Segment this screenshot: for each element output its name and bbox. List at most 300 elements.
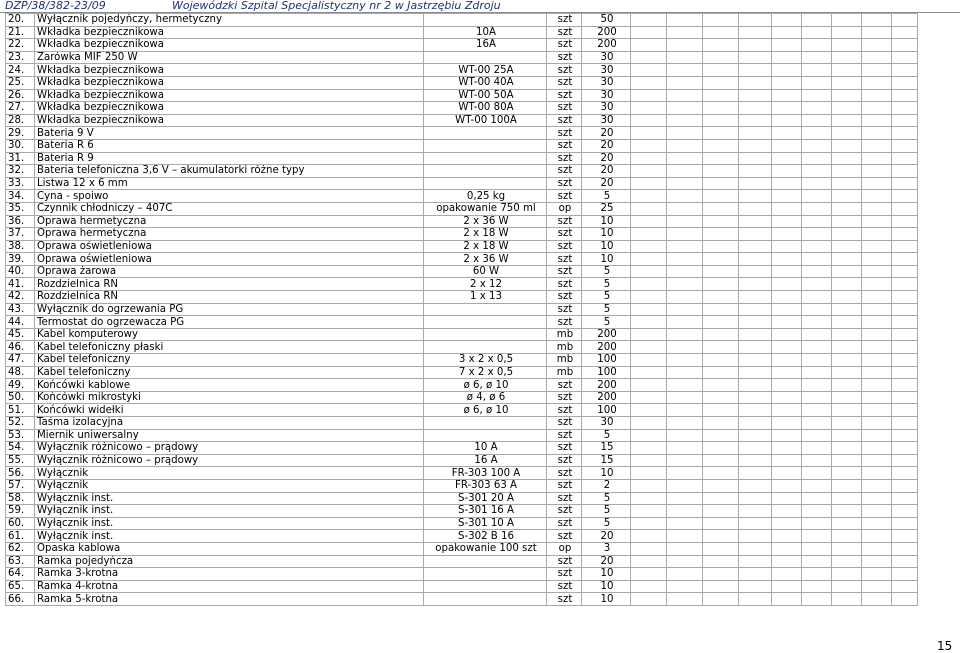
empty-cell bbox=[802, 127, 832, 140]
empty-cell bbox=[739, 64, 772, 77]
empty-cell bbox=[892, 328, 918, 341]
empty-cell bbox=[667, 404, 703, 417]
row-number: 39. bbox=[6, 253, 35, 266]
empty-cell bbox=[892, 379, 918, 392]
empty-cell bbox=[892, 303, 918, 316]
table-row bbox=[6, 39, 918, 52]
empty-cell bbox=[772, 404, 802, 417]
item-description: Wyłącznik inst. bbox=[35, 492, 424, 505]
empty-cell bbox=[631, 102, 667, 115]
item-unit: szt bbox=[547, 492, 582, 505]
empty-cell bbox=[631, 127, 667, 140]
empty-cell bbox=[892, 291, 918, 304]
empty-cell bbox=[802, 64, 832, 77]
row-number: 61. bbox=[6, 530, 35, 543]
item-description: Wyłącznik pojedyńczy, hermetyczny bbox=[35, 14, 424, 27]
item-quantity: 10 bbox=[582, 240, 631, 253]
empty-cell bbox=[862, 328, 892, 341]
row-number: 56. bbox=[6, 467, 35, 480]
empty-cell bbox=[703, 64, 739, 77]
row-number: 36. bbox=[6, 215, 35, 228]
empty-cell bbox=[832, 202, 862, 215]
table-row bbox=[6, 555, 918, 568]
table-row bbox=[6, 467, 918, 480]
empty-cell bbox=[832, 328, 862, 341]
table-row bbox=[6, 341, 918, 354]
table-row bbox=[6, 492, 918, 505]
empty-cell bbox=[667, 316, 703, 329]
item-spec bbox=[424, 152, 547, 165]
item-spec: 16 A bbox=[424, 454, 547, 467]
empty-cell bbox=[703, 505, 739, 518]
empty-cell bbox=[703, 202, 739, 215]
item-quantity: 100 bbox=[582, 404, 631, 417]
empty-cell bbox=[892, 215, 918, 228]
empty-cell bbox=[703, 177, 739, 190]
empty-cell bbox=[862, 89, 892, 102]
empty-cell bbox=[772, 127, 802, 140]
item-unit: op bbox=[547, 542, 582, 555]
empty-cell bbox=[802, 467, 832, 480]
empty-cell bbox=[832, 76, 862, 89]
empty-cell bbox=[772, 568, 802, 581]
empty-cell bbox=[862, 593, 892, 606]
empty-cell bbox=[667, 51, 703, 64]
empty-cell bbox=[832, 354, 862, 367]
row-number: 50. bbox=[6, 391, 35, 404]
item-unit: szt bbox=[547, 215, 582, 228]
item-unit: szt bbox=[547, 555, 582, 568]
empty-cell bbox=[667, 291, 703, 304]
empty-cell bbox=[631, 202, 667, 215]
item-spec bbox=[424, 51, 547, 64]
empty-cell bbox=[862, 379, 892, 392]
empty-cell bbox=[892, 391, 918, 404]
table-row bbox=[6, 228, 918, 241]
empty-cell bbox=[739, 127, 772, 140]
item-unit: szt bbox=[547, 89, 582, 102]
item-description: Opaska kablowa bbox=[35, 542, 424, 555]
empty-cell bbox=[892, 568, 918, 581]
row-number: 45. bbox=[6, 328, 35, 341]
empty-cell bbox=[832, 467, 862, 480]
item-description: Miernik uniwersalny bbox=[35, 429, 424, 442]
table-row bbox=[6, 517, 918, 530]
table-row bbox=[6, 127, 918, 140]
item-description: Ramka pojedyńcza bbox=[35, 555, 424, 568]
item-unit: szt bbox=[547, 568, 582, 581]
empty-cell bbox=[631, 253, 667, 266]
empty-cell bbox=[862, 202, 892, 215]
item-description: Kabel telefoniczny bbox=[35, 354, 424, 367]
item-quantity: 2 bbox=[582, 479, 631, 492]
row-number: 25. bbox=[6, 76, 35, 89]
empty-cell bbox=[667, 114, 703, 127]
item-spec: WT-00 80A bbox=[424, 102, 547, 115]
empty-cell bbox=[739, 517, 772, 530]
item-quantity: 20 bbox=[582, 530, 631, 543]
empty-cell bbox=[772, 454, 802, 467]
empty-cell bbox=[892, 152, 918, 165]
empty-cell bbox=[772, 354, 802, 367]
row-number: 66. bbox=[6, 593, 35, 606]
table-row bbox=[6, 51, 918, 64]
item-spec bbox=[424, 555, 547, 568]
item-quantity: 20 bbox=[582, 127, 631, 140]
item-quantity: 10 bbox=[582, 467, 631, 480]
item-unit: szt bbox=[547, 454, 582, 467]
empty-cell bbox=[862, 114, 892, 127]
item-description: Ramka 3-krotna bbox=[35, 568, 424, 581]
empty-cell bbox=[739, 202, 772, 215]
empty-cell bbox=[739, 404, 772, 417]
empty-cell bbox=[892, 26, 918, 39]
empty-cell bbox=[703, 492, 739, 505]
empty-cell bbox=[832, 429, 862, 442]
table-row bbox=[6, 505, 918, 518]
row-number: 46. bbox=[6, 341, 35, 354]
empty-cell bbox=[772, 542, 802, 555]
empty-cell bbox=[772, 39, 802, 52]
empty-cell bbox=[832, 240, 862, 253]
empty-cell bbox=[892, 530, 918, 543]
empty-cell bbox=[703, 379, 739, 392]
empty-cell bbox=[703, 417, 739, 430]
empty-cell bbox=[667, 152, 703, 165]
empty-cell bbox=[802, 328, 832, 341]
empty-cell bbox=[703, 517, 739, 530]
item-unit: szt bbox=[547, 102, 582, 115]
row-number: 57. bbox=[6, 479, 35, 492]
empty-cell bbox=[667, 467, 703, 480]
empty-cell bbox=[862, 102, 892, 115]
empty-cell bbox=[802, 76, 832, 89]
item-spec bbox=[424, 568, 547, 581]
empty-cell bbox=[772, 505, 802, 518]
empty-cell bbox=[892, 341, 918, 354]
empty-cell bbox=[892, 479, 918, 492]
empty-cell bbox=[739, 328, 772, 341]
item-description: Wyłącznik różnicowo – prądowy bbox=[35, 454, 424, 467]
empty-cell bbox=[802, 568, 832, 581]
empty-cell bbox=[802, 177, 832, 190]
empty-cell bbox=[892, 316, 918, 329]
empty-cell bbox=[802, 152, 832, 165]
item-quantity: 30 bbox=[582, 114, 631, 127]
item-quantity: 10 bbox=[582, 593, 631, 606]
empty-cell bbox=[667, 593, 703, 606]
table-row bbox=[6, 240, 918, 253]
empty-cell bbox=[631, 64, 667, 77]
empty-cell bbox=[739, 165, 772, 178]
empty-cell bbox=[802, 114, 832, 127]
empty-cell bbox=[703, 530, 739, 543]
item-description: Kabel telefoniczny bbox=[35, 366, 424, 379]
item-description: Czynnik chłodniczy – 407C bbox=[35, 202, 424, 215]
empty-cell bbox=[772, 102, 802, 115]
item-quantity: 20 bbox=[582, 165, 631, 178]
empty-cell bbox=[892, 354, 918, 367]
row-number: 60. bbox=[6, 517, 35, 530]
row-number: 42. bbox=[6, 291, 35, 304]
empty-cell bbox=[739, 215, 772, 228]
empty-cell bbox=[832, 265, 862, 278]
empty-cell bbox=[631, 417, 667, 430]
empty-cell bbox=[862, 303, 892, 316]
empty-cell bbox=[832, 479, 862, 492]
empty-cell bbox=[892, 76, 918, 89]
item-spec: 10A bbox=[424, 26, 547, 39]
table-row bbox=[6, 190, 918, 203]
items-table bbox=[5, 13, 918, 606]
empty-cell bbox=[739, 429, 772, 442]
empty-cell bbox=[892, 404, 918, 417]
empty-cell bbox=[703, 454, 739, 467]
item-quantity: 50 bbox=[582, 14, 631, 27]
empty-cell bbox=[832, 542, 862, 555]
empty-cell bbox=[772, 51, 802, 64]
row-number: 21. bbox=[6, 26, 35, 39]
empty-cell bbox=[631, 341, 667, 354]
empty-cell bbox=[772, 64, 802, 77]
table-row bbox=[6, 303, 918, 316]
empty-cell bbox=[739, 391, 772, 404]
row-number: 55. bbox=[6, 454, 35, 467]
table-row bbox=[6, 417, 918, 430]
item-description: Wkładka bezpiecznikowa bbox=[35, 64, 424, 77]
item-description: Ramka 4-krotna bbox=[35, 580, 424, 593]
empty-cell bbox=[739, 190, 772, 203]
empty-cell bbox=[862, 240, 892, 253]
item-description: Wyłącznik inst. bbox=[35, 517, 424, 530]
item-unit: szt bbox=[547, 240, 582, 253]
row-number: 32. bbox=[6, 165, 35, 178]
empty-cell bbox=[739, 542, 772, 555]
empty-cell bbox=[631, 190, 667, 203]
item-description: Wyłącznik bbox=[35, 467, 424, 480]
empty-cell bbox=[892, 102, 918, 115]
empty-cell bbox=[739, 530, 772, 543]
item-unit: mb bbox=[547, 366, 582, 379]
item-unit: szt bbox=[547, 139, 582, 152]
item-quantity: 10 bbox=[582, 568, 631, 581]
item-description: Oprawa żarowa bbox=[35, 265, 424, 278]
row-number: 26. bbox=[6, 89, 35, 102]
empty-cell bbox=[703, 354, 739, 367]
empty-cell bbox=[667, 102, 703, 115]
empty-cell bbox=[739, 442, 772, 455]
empty-cell bbox=[667, 492, 703, 505]
empty-cell bbox=[832, 177, 862, 190]
item-spec: S-301 20 A bbox=[424, 492, 547, 505]
empty-cell bbox=[862, 51, 892, 64]
empty-cell bbox=[631, 530, 667, 543]
empty-cell bbox=[862, 354, 892, 367]
empty-cell bbox=[631, 278, 667, 291]
empty-cell bbox=[802, 39, 832, 52]
empty-cell bbox=[772, 240, 802, 253]
empty-cell bbox=[703, 253, 739, 266]
empty-cell bbox=[739, 26, 772, 39]
item-quantity: 200 bbox=[582, 391, 631, 404]
empty-cell bbox=[832, 14, 862, 27]
empty-cell bbox=[772, 152, 802, 165]
item-quantity: 200 bbox=[582, 26, 631, 39]
table-row bbox=[6, 215, 918, 228]
item-quantity: 20 bbox=[582, 555, 631, 568]
empty-cell bbox=[631, 366, 667, 379]
empty-cell bbox=[862, 39, 892, 52]
empty-cell bbox=[703, 593, 739, 606]
empty-cell bbox=[862, 467, 892, 480]
empty-cell bbox=[703, 328, 739, 341]
empty-cell bbox=[862, 492, 892, 505]
empty-cell bbox=[832, 316, 862, 329]
item-spec bbox=[424, 127, 547, 140]
empty-cell bbox=[772, 391, 802, 404]
empty-cell bbox=[631, 76, 667, 89]
table-row bbox=[6, 152, 918, 165]
item-unit: szt bbox=[547, 51, 582, 64]
empty-cell bbox=[832, 517, 862, 530]
empty-cell bbox=[739, 366, 772, 379]
empty-cell bbox=[631, 265, 667, 278]
empty-cell bbox=[772, 303, 802, 316]
empty-cell bbox=[802, 454, 832, 467]
empty-cell bbox=[862, 530, 892, 543]
empty-cell bbox=[703, 39, 739, 52]
item-spec: 60 W bbox=[424, 265, 547, 278]
row-number: 53. bbox=[6, 429, 35, 442]
empty-cell bbox=[832, 291, 862, 304]
empty-cell bbox=[892, 278, 918, 291]
empty-cell bbox=[862, 505, 892, 518]
empty-cell bbox=[862, 139, 892, 152]
row-number: 54. bbox=[6, 442, 35, 455]
empty-cell bbox=[802, 429, 832, 442]
empty-cell bbox=[862, 417, 892, 430]
table-row bbox=[6, 530, 918, 543]
empty-cell bbox=[832, 568, 862, 581]
empty-cell bbox=[862, 228, 892, 241]
empty-cell bbox=[832, 114, 862, 127]
empty-cell bbox=[772, 278, 802, 291]
items-table-body bbox=[6, 14, 918, 606]
empty-cell bbox=[631, 291, 667, 304]
empty-cell bbox=[703, 114, 739, 127]
empty-cell bbox=[667, 303, 703, 316]
empty-cell bbox=[667, 454, 703, 467]
row-number: 48. bbox=[6, 366, 35, 379]
item-unit: szt bbox=[547, 265, 582, 278]
empty-cell bbox=[772, 366, 802, 379]
empty-cell bbox=[802, 341, 832, 354]
empty-cell bbox=[892, 555, 918, 568]
item-description: Wyłącznik inst. bbox=[35, 530, 424, 543]
empty-cell bbox=[802, 354, 832, 367]
item-description: Oprawa oświetleniowa bbox=[35, 240, 424, 253]
item-quantity: 5 bbox=[582, 505, 631, 518]
item-spec bbox=[424, 593, 547, 606]
empty-cell bbox=[892, 165, 918, 178]
item-description: Listwa 12 x 6 mm bbox=[35, 177, 424, 190]
empty-cell bbox=[892, 417, 918, 430]
empty-cell bbox=[631, 240, 667, 253]
empty-cell bbox=[862, 26, 892, 39]
empty-cell bbox=[772, 517, 802, 530]
empty-cell bbox=[802, 492, 832, 505]
table-row bbox=[6, 139, 918, 152]
item-quantity: 5 bbox=[582, 291, 631, 304]
row-number: 37. bbox=[6, 228, 35, 241]
empty-cell bbox=[862, 265, 892, 278]
item-unit: op bbox=[547, 202, 582, 215]
item-description: Rozdzielnica RN bbox=[35, 291, 424, 304]
item-quantity: 5 bbox=[582, 190, 631, 203]
item-description: Bateria R 6 bbox=[35, 139, 424, 152]
item-spec: WT-00 40A bbox=[424, 76, 547, 89]
item-description: Wyłącznik bbox=[35, 479, 424, 492]
empty-cell bbox=[802, 366, 832, 379]
empty-cell bbox=[703, 127, 739, 140]
empty-cell bbox=[667, 505, 703, 518]
empty-cell bbox=[739, 417, 772, 430]
empty-cell bbox=[772, 291, 802, 304]
item-description: Termostat do ogrzewacza PG bbox=[35, 316, 424, 329]
table-row bbox=[6, 580, 918, 593]
empty-cell bbox=[631, 555, 667, 568]
empty-cell bbox=[862, 568, 892, 581]
item-unit: szt bbox=[547, 379, 582, 392]
empty-cell bbox=[832, 379, 862, 392]
empty-cell bbox=[667, 517, 703, 530]
empty-cell bbox=[862, 442, 892, 455]
empty-cell bbox=[892, 442, 918, 455]
empty-cell bbox=[802, 542, 832, 555]
empty-cell bbox=[772, 379, 802, 392]
empty-cell bbox=[772, 442, 802, 455]
item-spec: ø 4, ø 6 bbox=[424, 391, 547, 404]
empty-cell bbox=[739, 139, 772, 152]
row-number: 23. bbox=[6, 51, 35, 64]
table-row bbox=[6, 404, 918, 417]
empty-cell bbox=[667, 202, 703, 215]
empty-cell bbox=[772, 341, 802, 354]
row-number: 64. bbox=[6, 568, 35, 581]
empty-cell bbox=[802, 417, 832, 430]
item-quantity: 30 bbox=[582, 102, 631, 115]
empty-cell bbox=[739, 278, 772, 291]
empty-cell bbox=[892, 593, 918, 606]
empty-cell bbox=[703, 580, 739, 593]
empty-cell bbox=[631, 14, 667, 27]
empty-cell bbox=[631, 328, 667, 341]
empty-cell bbox=[739, 240, 772, 253]
item-spec bbox=[424, 341, 547, 354]
item-spec bbox=[424, 580, 547, 593]
empty-cell bbox=[892, 580, 918, 593]
item-unit: szt bbox=[547, 316, 582, 329]
empty-cell bbox=[667, 366, 703, 379]
empty-cell bbox=[802, 555, 832, 568]
item-description: Końcówki widełki bbox=[35, 404, 424, 417]
item-spec: ø 6, ø 10 bbox=[424, 404, 547, 417]
empty-cell bbox=[892, 454, 918, 467]
empty-cell bbox=[703, 291, 739, 304]
empty-cell bbox=[802, 26, 832, 39]
empty-cell bbox=[703, 89, 739, 102]
empty-cell bbox=[667, 417, 703, 430]
